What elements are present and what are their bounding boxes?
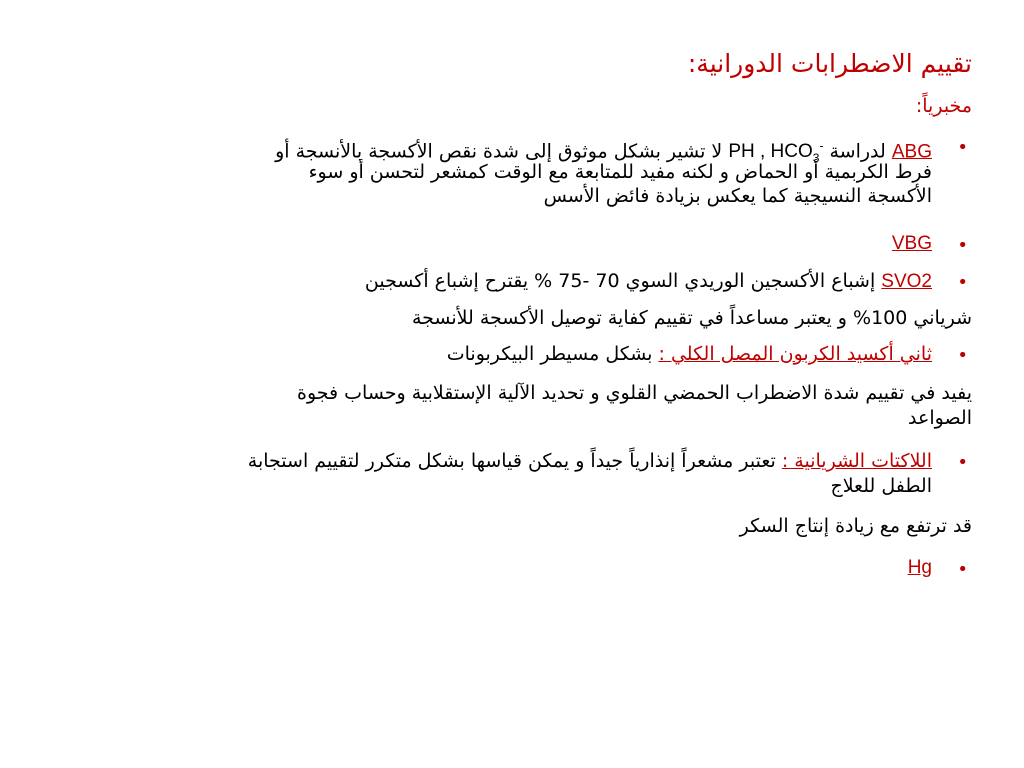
lactate-continuation: قد ترتفع مع زيادة إنتاج السكر [739, 515, 972, 537]
co2-text: بشكل مسيطر البيكربونات [446, 343, 653, 365]
abg-line-3: الأكسجة النسيجية كما يعكس بزيادة فائض الأسس [543, 185, 932, 207]
hg-link[interactable]: Hg [907, 557, 932, 578]
lactate-line-2: الطفل للعلاج [830, 475, 932, 497]
abg-link[interactable]: ABG [891, 141, 932, 163]
abg-prefix: لدراسة [829, 140, 886, 163]
co2-link[interactable]: ثاني أكسيد الكربون المصل الكلي : [658, 343, 932, 365]
lactate-link[interactable]: اللاكتات الشريانية : [781, 450, 932, 472]
svo2-text: إشباع الأكسجين الوريدي السوي 70 -75 % يقترح إشباع أكسجين [364, 270, 876, 292]
bullet-svo2: • [957, 272, 968, 293]
vbg-link[interactable]: VBG [891, 233, 932, 254]
abg-text-1: لا تشير بشكل موثوق إلى شدة نقص الأكسجة بالأنسجة أو [275, 140, 723, 163]
svo2-line [365, 269, 932, 294]
subtitle: مخبرياً: [915, 95, 972, 117]
co2-line [447, 342, 932, 366]
co2-continuation-2: الصواعد [908, 407, 972, 429]
ph-hco3-text: PH , $HCO_3^-$ [728, 139, 824, 166]
bullet-vbg: • [957, 235, 968, 256]
svo2-link[interactable]: SVO2 [881, 271, 932, 292]
bullet-abg: • [957, 137, 968, 158]
abg-line-2: فرط الكربمية أو الحماض و لكنه مفيد للمتابعة مع الوقت كمشعر لتحسن أو سوء [308, 161, 932, 183]
svo2-continuation: شرياني 100% و يعتبر مساعداً في تقييم كفاية توصيل الأكسجة للأنسجة [411, 307, 972, 329]
lactate-line [248, 449, 932, 473]
co2-continuation-1: يفيد في تقييم شدة الاضطراب الحمضي القلوي و تحديد الآلية الإستقلابية وحساب فجوة [296, 382, 972, 404]
bullet-hg: • [957, 559, 968, 580]
slide-title: تقييم الاضطرابات الدورانية: [687, 49, 972, 78]
lactate-text: تعتبر مشعراً إنذارياً جيداً و يمكن قياسها بشكل متكرر لتقييم استجابة [247, 450, 776, 472]
bullet-lactate: • [957, 452, 968, 473]
bullet-co2: • [957, 345, 968, 366]
